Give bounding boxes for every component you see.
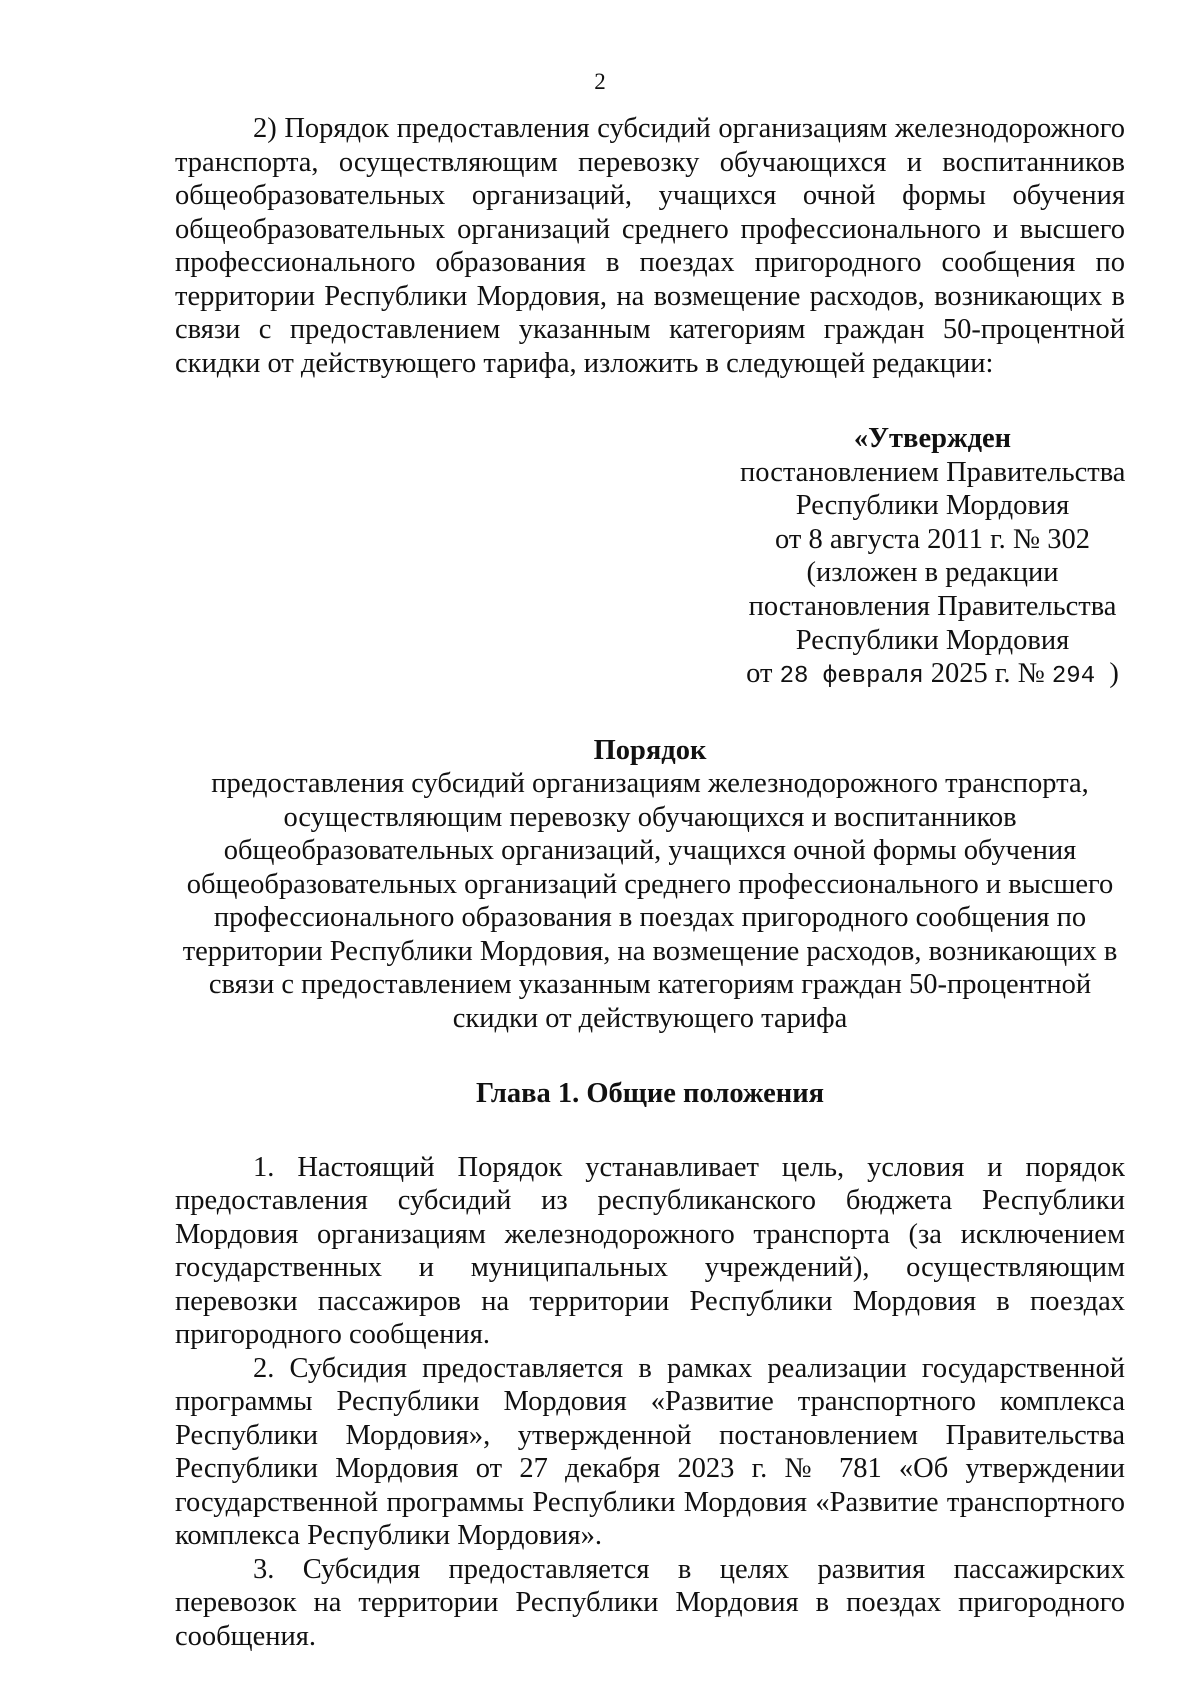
document-subtitle: [175, 767, 1125, 1035]
document-title: Порядок: [593, 734, 707, 766]
approval-number-filled: 294: [1051, 663, 1096, 691]
approval-line: от 8 августа 2011 г. № 302: [775, 523, 1090, 555]
approval-heading: «Утвержден: [853, 423, 1012, 454]
approval-line: (изложен в редакции: [806, 557, 1059, 589]
approval-date-suffix: ): [1109, 658, 1119, 690]
page-number: 2: [594, 69, 606, 94]
approval-date-middle: 2025 г. №: [930, 658, 1045, 690]
intro-paragraph: 2) Порядок предоставления субсидий организациям железнодорожного транспорта, осуществляющим перевозку обучающихся и воспитанников общеобразовательных организаций, учащихся очной формы обучения общеобразовательных организаций среднего профессионального и высшего профессионального образования в поездах пригородного сообщения по территории Республики Мордовия, на возмещение расходов, возникающих в связи с предоставлением указанным категориям граждан 50-процентной скидки от действующего тарифа, изложить в следующей редакции:: [175, 113, 1125, 379]
subtitle-line: предоставления субсидий организациям железнодорожного транспорта,: [211, 768, 1089, 800]
section-paragraph: 1. Настоящий Порядок устанавливает цель, условия и порядок предоставления субсидий из республиканского бюджета Республики Мордовия организациям железнодорожного транспорта (за исключением государственных и муниципальных учреждений), осуществляющим перевозки пассажиров на территории Республики Мордовия в поездах пригородного сообщения.: [175, 1151, 1125, 1351]
subtitle-line: осуществляющим перевозку обучающихся и воспитанников: [283, 801, 1017, 833]
approval-date-line: [740, 657, 1125, 694]
approval-line: постановления Правительства: [748, 590, 1117, 622]
subtitle-line: общеобразовательных организаций среднего профессионального и высшего: [186, 868, 1114, 900]
approval-date-prefix: от: [746, 658, 773, 690]
approval-line: постановлением Правительства: [740, 456, 1126, 488]
chapter-title: Глава 1. Общие положения: [475, 1078, 825, 1110]
subtitle-line: общеобразовательных организаций, учащихся очной формы обучения: [223, 835, 1077, 867]
approval-date-filled: 28 февраля: [779, 663, 924, 691]
section-paragraph: 2. Субсидия предоставляется в рамках реализации государственной программы Республики Мордовия «Развитие транспортного комплекса Республики Мордовия», утвержденной постановлением Правительства Республики Мордовия от 27 декабря 2023 г. № 781 «Об утверждении государственной программы Республики Мордовия «Развитие транспортного комплекса Республики Мордовия».: [175, 1352, 1125, 1552]
document-body: [175, 112, 1125, 1653]
subtitle-line: профессионального образования в поездах пригородного сообщения по: [213, 902, 1087, 934]
section-paragraph: 3. Субсидия предоставляется в целях развития пассажирских перевозок на территории Республики Мордовия в поездах пригородного сообщения.: [175, 1553, 1125, 1652]
subtitle-line: связи с предоставлением указанным категориям граждан 50-процентной: [208, 969, 1092, 1001]
approval-stamp-block: [740, 422, 1125, 694]
subtitle-line: территории Республики Мордовия, на возмещение расходов, возникающих в: [182, 935, 1118, 967]
approval-line: Республики Мордовия: [795, 624, 1070, 656]
subtitle-line: скидки от действующего тарифа: [452, 1002, 848, 1034]
approval-line: Республики Мордовия: [795, 490, 1070, 522]
